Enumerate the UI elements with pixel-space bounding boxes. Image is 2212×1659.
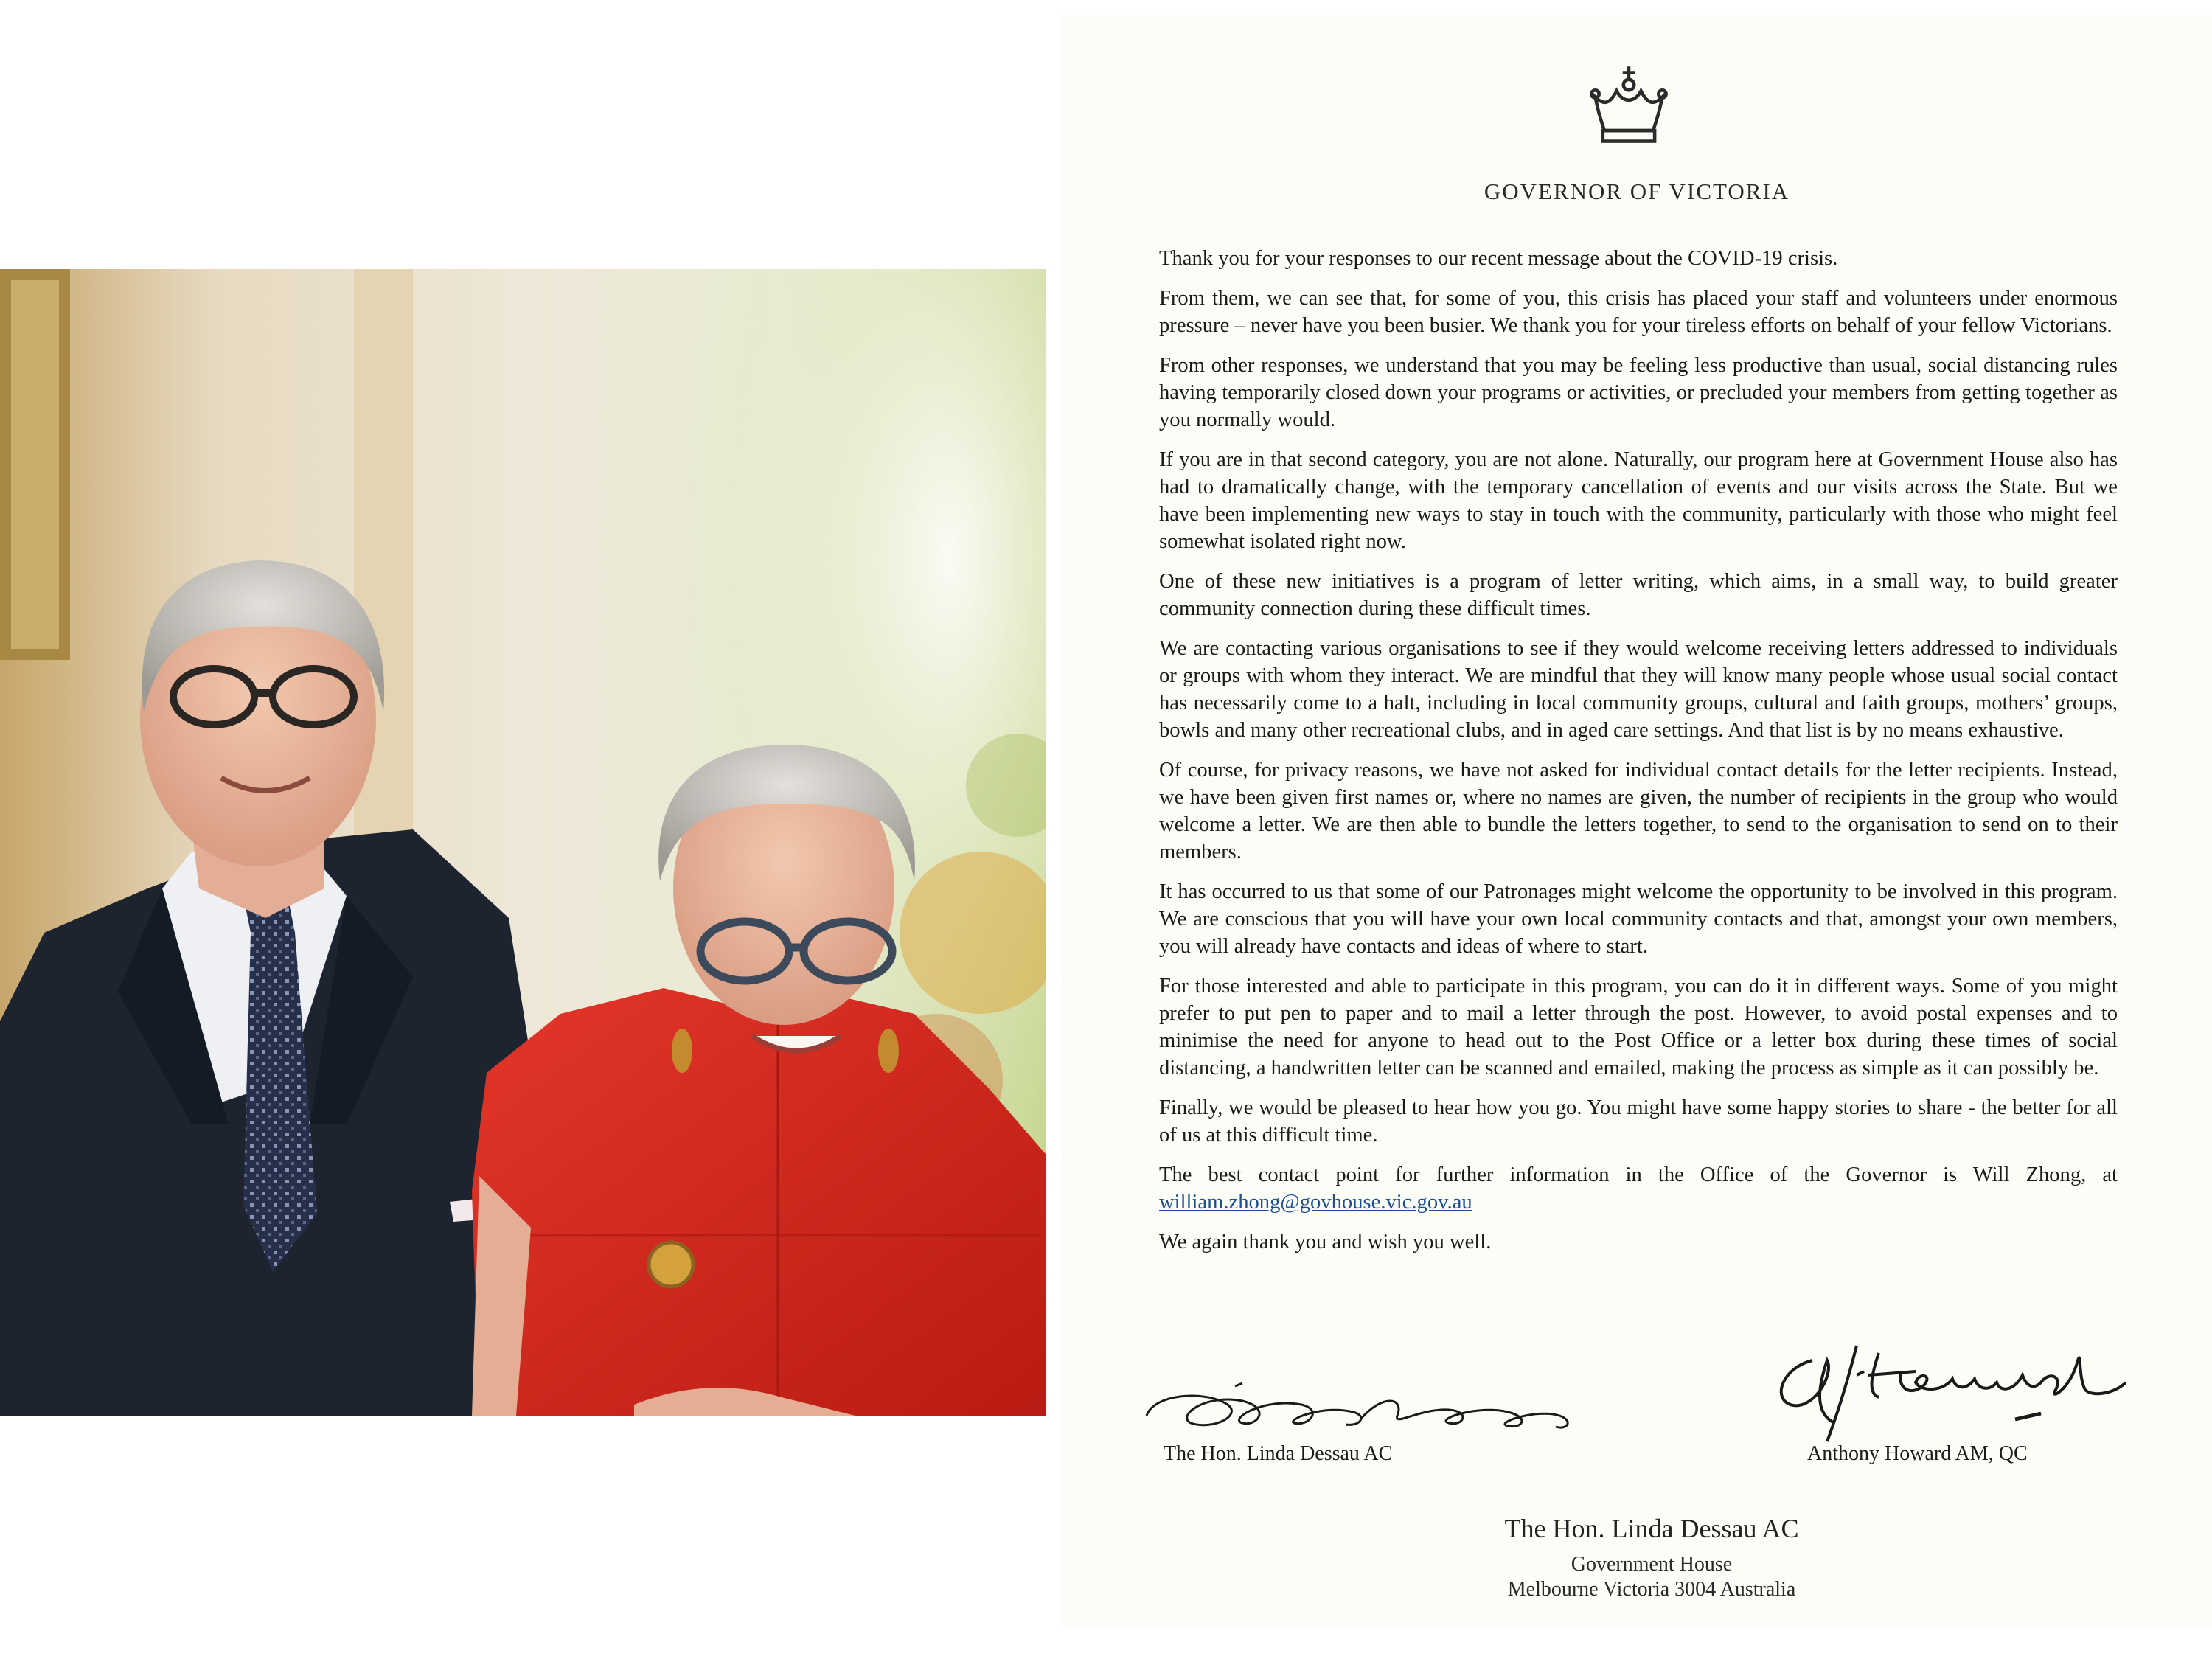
letter-paragraph: We are contacting various organisations to see if they would welcome receiving letters addressed to individuals or groups with whom they interact. We are mindful that they will know many people whose usual social contact has necessarily come to a halt, including in local community groups, cultural and faith groups, mothers’ groups, bowls and many other recreational clubs, and in aged care settings. And that list is by no means exhaustive. [1159,637,2118,742]
letter-paragraph: If you are in that second category, you are not alone. Naturally, our program here at Government House also has had to dramatically change, with the temporary cancellation of events and our visits across the State. But we have been implementing new ways to stay in touch with the community, particularly with those who might feel somewhat isolated right now. [1159,448,2118,553]
letter-paragraph: It has occurred to us that some of our Patronages might welcome the opportunity to be involved in this program. We are conscious that you will have your own local community contacts and that, amongst your own members, you will already have contacts and ideas of where to start. [1159,880,2118,958]
signature-left [1139,1364,1589,1445]
letter-paragraph: Thank you for your responses to our recent message about the COVID-19 crisis. [1159,247,1838,270]
letter-body [1159,245,2118,1268]
footer-name: The Hon. Linda Dessau AC [1504,1514,1799,1543]
signatory-right-name: Anthony Howard AM, QC [1807,1442,2028,1465]
footer-address-line1: Government House [1571,1553,1733,1576]
contact-paragraph [1159,1161,2118,1216]
contact-email-link[interactable]: william.zhong@govhouse.vic.gov.au [1159,1191,1472,1214]
letter-paragraph: For those interested and able to participate in this program, you can do it in different ways. Some of you might prefer to put pen to paper and to mail a letter through the post. However, to avoid postal expenses and to minimise the need for anyone to head out to the Post Office or a letter box during these times of social distancing, a handwritten letter can be scanned and emailed, making the process as simple as it can possibly be. [1159,975,2118,1079]
portrait-photo [0,269,1046,1416]
footer-address-line2: Melbourne Victoria 3004 Australia [1507,1578,1796,1601]
portrait-illustration [0,269,1046,1416]
crown-crest-icon [1583,60,1674,152]
signatory-left-name: The Hon. Linda Dessau AC [1164,1442,1393,1465]
contact-text: The best contact point for further information in the Office of the Governor is Will Zhong, at [1159,1164,2118,1186]
letter-page [1062,15,2212,1626]
letter-paragraph: From them, we can see that, for some of you, this crisis has placed your staff and volunteers under enormous pressure – never have you been busier. We thank you for your tireless efforts on behalf of your fellow Victorians. [1159,287,2118,337]
letter-paragraph: From other responses, we understand that you may be feeling less productive than usual, social distancing rules having temporarily closed down your programs or activities, or precluded your members from getting together as you normally would. [1159,354,2118,431]
signature-right [1768,1331,2129,1449]
letter-paragraph: Finally, we would be pleased to hear how you go. You might have some happy stories to share - the better for all of us at this difficult time. [1159,1096,2118,1147]
closing-line: We again thank you and wish you well. [1159,1231,1492,1253]
letter-paragraph: Of course, for privacy reasons, we have not asked for individual contact details for the letter recipients. Instead, we have been given first names or, where no names are given, the number of recipients in the group who would welcome a letter. We are then able to bundle the letters together, to send to the organisation to send on to their members. [1159,759,2118,863]
letter-paragraph: One of these new initiatives is a program of letter writing, which aims, in a small way, to build greater community connection during these difficult times. [1159,570,2118,620]
letterhead-title: GOVERNOR OF VICTORIA [1484,178,1790,204]
